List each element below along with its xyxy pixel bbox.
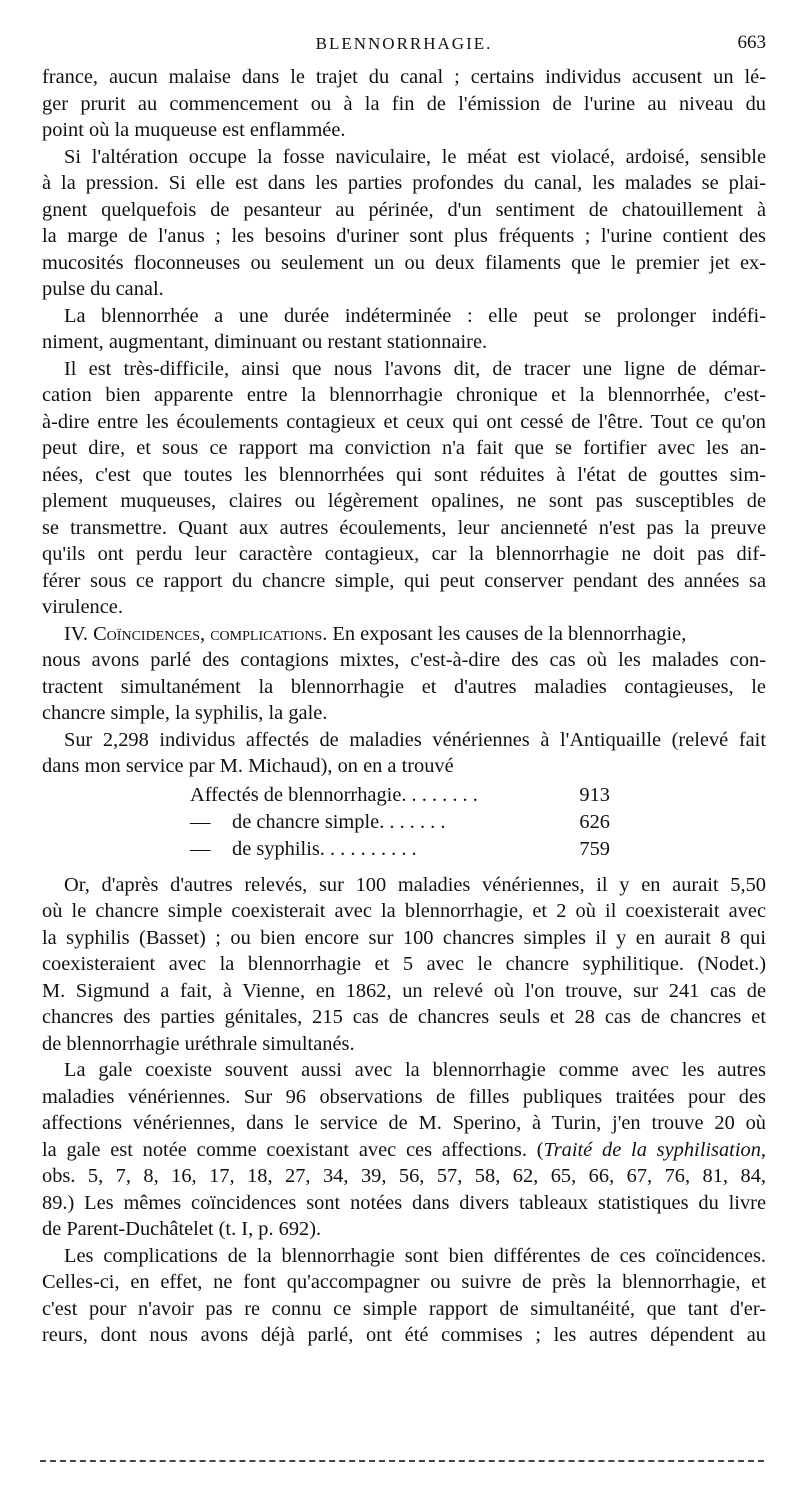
stat-value: 913: [579, 783, 610, 806]
page-body: [42, 64, 766, 1349]
text-line-with-citation: [42, 1137, 766, 1164]
text-line: La gale coexiste souvent aussi avec la blennorrhagie comme avec les autres: [64, 1059, 766, 1081]
text-line: niment, augmentant, diminuant ou restant stationnaire.: [42, 331, 488, 353]
text-line: Or, d'après d'autres relevés, sur 100 maladies vénériennes, il y en aurait 5,50: [64, 873, 766, 896]
running-head: [42, 32, 766, 58]
text-line: se transmettre. Quant aux autres écoulements, leur ancienneté n'est pas la preuve: [42, 516, 766, 539]
text-run: la gale est notée comme coexistant avec ces affections. (: [42, 1138, 544, 1161]
text-line: chancre simple, la syphilis, la gale.: [42, 702, 328, 724]
text-line: nées, c'est que toutes les blennorrhées qui sont réduites à l'état de gouttes sim-: [42, 463, 766, 486]
section-heading: IV. Coïncidences, complications.: [64, 622, 328, 645]
page-number: 663: [737, 32, 766, 53]
text-line: point où la muqueuse est enflammée.: [42, 119, 346, 141]
text-line: Celles-ci, en effet, ne font qu'accompagner ou suivre de près la blennorrhagie, et: [42, 1271, 766, 1293]
text-line: gnent quelquefois de pesanteur au périnée, d'un sentiment de chatouillement à: [42, 198, 766, 221]
stat-value: 759: [579, 837, 610, 860]
text-line: reurs, dont nous avons déjà parlé, ont été commises ; les autres dépendent au: [42, 1324, 766, 1346]
text-line: Les complications de la blennorrhagie sont bien différentes de ces coïncidences.: [64, 1244, 766, 1267]
ditto-dash: —: [190, 810, 211, 833]
text-line: chancres des parties génitales, 215 cas de chancres seuls et 28 cas de chancres et: [42, 1006, 766, 1028]
text-line: Si l'altération occupe la fosse naviculaire, le méat est violacé, ardoisé, sensible: [64, 145, 766, 168]
stat-row: [190, 809, 610, 836]
text-line: nous avons parlé des contagions mixtes, c'est-à-dire des cas où les malades con-: [42, 649, 766, 671]
text-line: Il est très-difficile, ainsi que nous l'avons dit, de tracer une ligne de démar-: [64, 357, 766, 380]
text-line: affections vénériennes, dans le service de M. Sperino, à Turin, j'en trouve 20 où: [42, 1112, 766, 1134]
text-line: cation bien apparente entre la blennorrhagie chronique et la blennorrhée, c'est-: [42, 384, 766, 406]
text-line: de Parent-Duchâtelet (t. I, p. 692).: [42, 1218, 322, 1240]
stat-label: de chancre simple. . . . . . .: [232, 810, 446, 833]
stat-label: Affectés de blennorrhagie. . . . . . . .: [190, 783, 478, 806]
spacer: [42, 862, 766, 872]
ditto-dash: —: [190, 837, 211, 860]
text-line: pulse du canal.: [42, 278, 164, 300]
book-title-italic: Traité de la syphilisation,: [543, 1138, 766, 1161]
text-line: virulence.: [42, 596, 123, 618]
text-line: ger prurit au commencement ou à la fin de l'émission de l'urine au niveau du: [42, 92, 766, 115]
section-heading-line: [42, 621, 766, 648]
text-line: Sur 2,298 individus affectés de maladies vénériennes à l'Antiquaille (relevé fait: [64, 728, 766, 751]
stat-row: [190, 836, 610, 863]
text-line: à-dire entre les écoulements contagieux et ceux qui ont cessé de l'être. Tout ce qu'on: [42, 410, 766, 433]
text-line: plement muqueuses, claires ou légèrement opalines, ne sont pas susceptibles de: [42, 490, 766, 512]
text-line: dans mon service par M. Michaud), on en a trouvé: [42, 755, 454, 777]
stat-label: de syphilis. . . . . . . . . .: [232, 837, 417, 860]
text-line: la marge de l'anus ; les besoins d'uriner sont plus fréquents ; l'urine contient des: [42, 225, 766, 247]
text-line: où le chancre simple coexisterait avec la blennorrhagie, et 2 où il coexisterait avec: [42, 900, 766, 922]
text-line: de blennorrhagie uréthrale simultanés.: [42, 1032, 355, 1055]
stat-value: 626: [579, 810, 610, 833]
text-line: france, aucun malaise dans le trajet du canal ; certains individus accusent un lé-: [42, 66, 766, 88]
text-run: En exposant les causes de la blennorrhagie,: [327, 622, 687, 645]
text-line: coexisteraient avec la blennorrhagie et 5 avec le chancre syphilitique. (Nodet.): [42, 953, 766, 975]
footer-rule: [40, 1460, 764, 1462]
statistics-table: [42, 780, 766, 862]
text-line: mucosités floconneuses ou seulement un ou deux filaments que le premier jet ex-: [42, 251, 766, 274]
text-line: à la pression. Si elle est dans les parties profondes du canal, les malades se plai-: [42, 172, 766, 194]
text-line: maladies vénériennes. Sur 96 observations de filles publiques traitées pour des: [42, 1085, 766, 1108]
text-line: férer sous ce rapport du chancre simple, qui peut conserver pendant des années sa: [42, 569, 766, 592]
text-line: peut dire, et sous ce rapport ma conviction n'a fait que se fortifier avec les an-: [42, 437, 766, 459]
text-line: La blennorrhée a une durée indéterminée : elle peut se prolonger indéfi-: [64, 304, 766, 327]
text-line: tractent simultanément la blennorrhagie et d'autres maladies contagieuses, le: [42, 675, 766, 698]
text-line: qu'ils ont perdu leur caractère contagieux, car la blennorrhagie ne doit pas dif-: [42, 543, 766, 565]
text-line: c'est pour n'avoir pas re connu ce simple rapport de simultanéité, que tant d'er-: [42, 1297, 766, 1320]
text-line: 89.) Les mêmes coïncidences sont notées dans divers tableaux statistiques du livre: [42, 1191, 766, 1214]
running-title: BLENNORRHAGIE.: [315, 34, 493, 53]
text-line: obs. 5, 7, 8, 16, 17, 18, 27, 34, 39, 56, 57, 58, 62, 65, 66, 67, 76, 81, 84,: [42, 1165, 766, 1187]
stat-row: [190, 782, 610, 809]
text-line: la syphilis (Basset) ; ou bien encore sur 100 chancres simples il y en aurait 8 qui: [42, 926, 766, 949]
text-line: M. Sigmund a fait, à Vienne, en 1862, un relevé où l'on trouve, sur 241 cas de: [42, 979, 766, 1002]
